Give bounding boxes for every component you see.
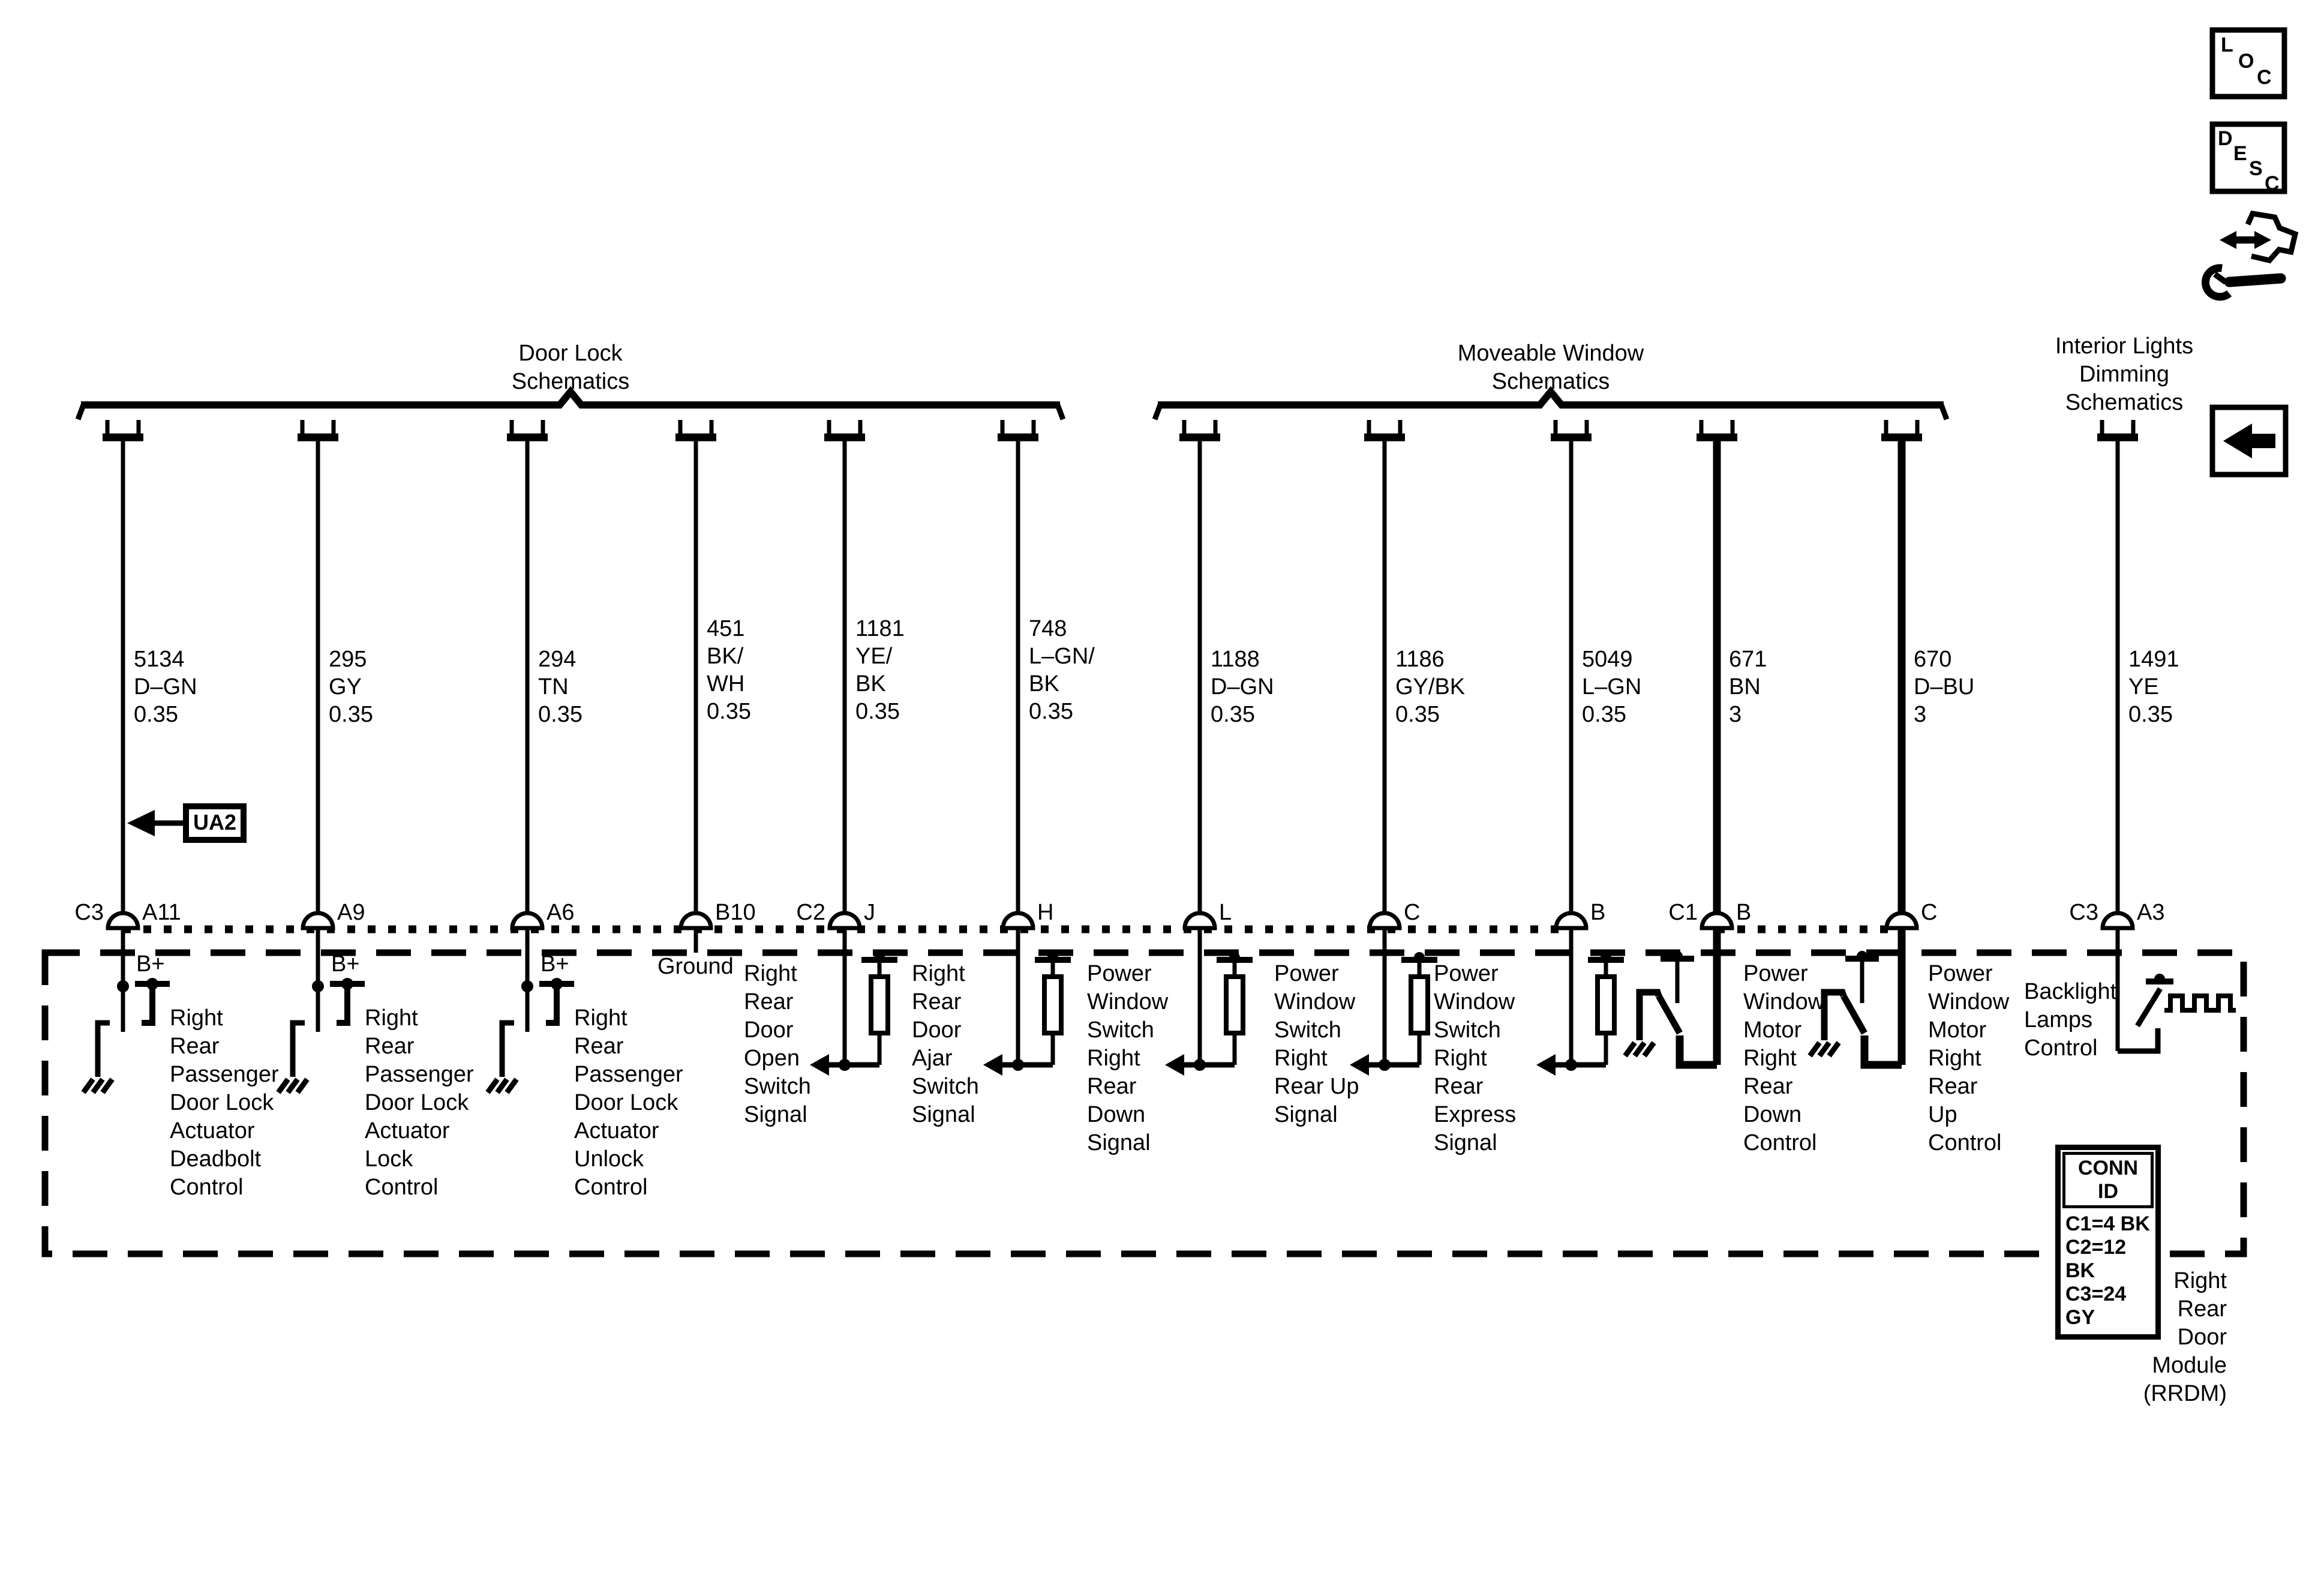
loc-letter: L (2221, 34, 2233, 56)
wire-label: 1186 GY/BK 0.35 (1395, 647, 1466, 727)
function-label-deadbolt: Right Rear Passenger Door Lock Actuator Deadbolt Control (170, 1005, 279, 1200)
wire-label: 1491 YE 0.35 (2128, 647, 2179, 727)
door-ajar-switch-input (983, 952, 1071, 1076)
function-label-sw-down: Power Window Switch Right Rear Down Signal (1087, 961, 1169, 1155)
loc-letter: O (2238, 50, 2254, 73)
wire-label: 451 BK/ WH 0.35 (707, 616, 751, 724)
bplus-label: B+ (136, 951, 165, 977)
wire-label: 294 TN 0.35 (538, 647, 582, 727)
conn-id-rows: C1=4 BK C2=12 BK C3=24 GY (2065, 1212, 2150, 1329)
desc-letter: D (2218, 127, 2233, 150)
door-open-switch-input (810, 952, 897, 1076)
pin-label: A9 (337, 900, 365, 925)
wire-label: 5134 D–GN 0.35 (134, 647, 197, 727)
wire-label: 295 GY 0.35 (329, 647, 373, 727)
window-down-switch-input (1165, 952, 1253, 1076)
pin-label: C (1404, 900, 1421, 925)
pin-label: B (1736, 900, 1752, 925)
pin-label: A11 (142, 900, 181, 925)
ground-label: Ground (657, 954, 734, 979)
connector-label: C3 (2069, 900, 2098, 925)
pin-label: J (864, 900, 875, 925)
wire-label: 670 D–BU 3 (1914, 647, 1975, 727)
pin-label: H (1037, 900, 1054, 925)
pin-label: L (1219, 900, 1232, 925)
function-label-motor-down: Power Window Motor Right Rear Down Control (1743, 961, 1825, 1155)
bplus-label: B+ (541, 951, 569, 977)
wire-label: 1181 YE/ BK 0.35 (855, 616, 905, 724)
backlight-lamps-driver (2118, 953, 2236, 1051)
conn-id-title: CONN ID (2062, 1152, 2154, 1208)
loc-letter: C (2257, 66, 2272, 89)
harness-terminals (103, 420, 2138, 437)
function-label-door-open: Right Rear Door Open Switch Signal (744, 961, 811, 1127)
function-label-sw-up: Power Window Switch Right Rear Up Signal (1274, 961, 1359, 1127)
wire-label: 1188 D–GN 0.35 (1211, 647, 1274, 727)
wire-label: 671 BN 3 (1729, 647, 1767, 727)
desc-letter: S (2249, 157, 2263, 180)
connector-label: C1 (1668, 900, 1698, 925)
pin-label: A3 (2137, 900, 2165, 925)
connector-label: C2 (796, 900, 825, 925)
function-label-door-ajar: Right Rear Door Ajar Switch Signal (912, 961, 979, 1127)
module-name-label: Right Rear Door Module (RRDM) (2143, 1268, 2227, 1406)
function-label-unlock: Right Rear Passenger Door Lock Actuator Unlock Control (574, 1005, 683, 1200)
pin-label: B10 (715, 900, 756, 925)
motor-down-driver (1625, 951, 1717, 1065)
window-express-switch-input (1536, 952, 1624, 1076)
bplus-label: B+ (331, 951, 360, 977)
desc-letter: E (2233, 142, 2247, 165)
pwm-wave-icon (2164, 996, 2236, 1010)
connector-label: C3 (74, 900, 104, 925)
wire-label: 748 L–GN/ BK 0.35 (1029, 616, 1095, 724)
function-label-backlight: Backlight Lamps Control (2024, 979, 2117, 1061)
function-label-motor-up: Power Window Motor Right Rear Up Control (1928, 961, 2010, 1155)
pin-label: A6 (547, 900, 575, 925)
group-title-interior-lights: Interior Lights Dimming Schematics (2055, 334, 2194, 415)
pin-label: B (1590, 900, 1606, 925)
group-title-moveable-window: Moveable Window Schematics (1457, 341, 1644, 394)
desc-letter: C (2265, 172, 2280, 195)
wires (123, 439, 2118, 955)
wire-label: 5049 L–GN 0.35 (1582, 647, 1642, 727)
back-button[interactable] (2212, 407, 2286, 475)
group-title-door-lock: Door Lock Schematics (511, 341, 630, 394)
function-label-lock: Right Rear Passenger Door Lock Actuator Lock Control (365, 1005, 474, 1200)
service-repair-icon (2205, 214, 2295, 297)
ua2-callout: UA2 (193, 810, 237, 834)
pin-label: C (1921, 900, 1938, 925)
window-up-switch-input (1350, 952, 1437, 1076)
function-label-sw-express: Power Window Switch Right Rear Express Signal (1434, 961, 1517, 1155)
